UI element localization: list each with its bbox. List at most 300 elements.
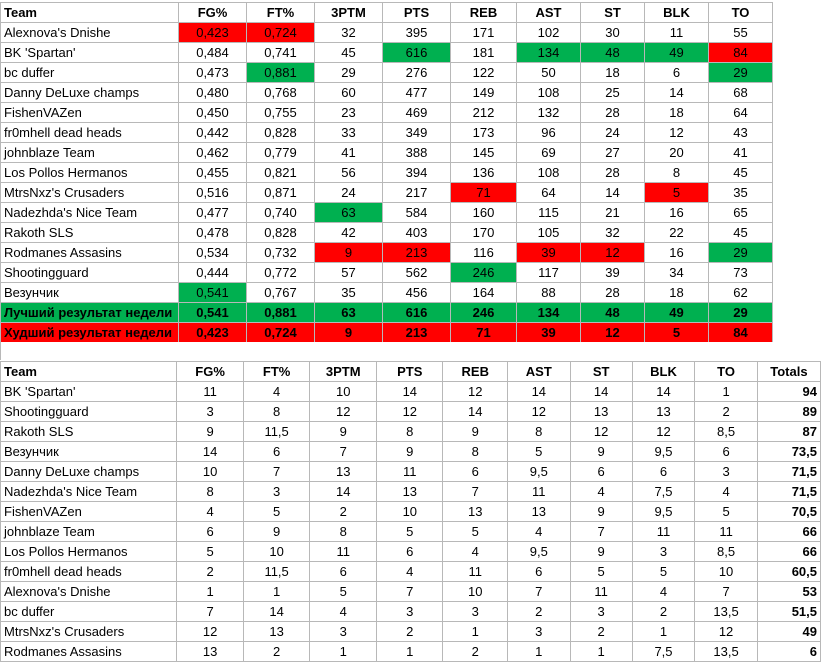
rank-cell[interactable]: 11: [695, 522, 758, 542]
stat-cell[interactable]: 6: [645, 63, 709, 83]
stat-cell[interactable]: 50: [517, 63, 581, 83]
team-name-cell[interactable]: FishenVAZen: [1, 103, 179, 123]
rank-cell[interactable]: 8: [443, 442, 508, 462]
totals-cell[interactable]: 6: [757, 642, 820, 662]
stat-cell[interactable]: 562: [383, 263, 451, 283]
rank-cell[interactable]: 5: [695, 502, 758, 522]
rank-cell[interactable]: 13: [570, 402, 632, 422]
stat-cell[interactable]: 0,442: [179, 123, 247, 143]
stat-cell[interactable]: 42: [315, 223, 383, 243]
rank-cell[interactable]: 3: [310, 622, 377, 642]
stat-cell[interactable]: 14: [581, 183, 645, 203]
column-header[interactable]: PTS: [377, 362, 443, 382]
stat-cell[interactable]: 171: [451, 23, 517, 43]
column-header[interactable]: BLK: [632, 362, 695, 382]
rank-cell[interactable]: 1: [243, 582, 309, 602]
rank-cell[interactable]: 2: [243, 642, 309, 662]
stat-cell[interactable]: 84: [709, 323, 773, 343]
rank-cell[interactable]: 2: [377, 622, 443, 642]
rank-cell[interactable]: 6: [443, 462, 508, 482]
stat-cell[interactable]: 41: [315, 143, 383, 163]
team-name-cell[interactable]: fr0mhell dead heads: [1, 562, 177, 582]
stat-cell[interactable]: 0,767: [247, 283, 315, 303]
stat-cell[interactable]: 39: [517, 243, 581, 263]
stat-cell[interactable]: 69: [517, 143, 581, 163]
stat-cell[interactable]: 0,478: [179, 223, 247, 243]
stat-cell[interactable]: 28: [581, 163, 645, 183]
rank-cell[interactable]: 9: [177, 422, 244, 442]
team-name-cell[interactable]: Danny DeLuxe champs: [1, 83, 179, 103]
stat-cell[interactable]: 84: [709, 43, 773, 63]
stat-cell[interactable]: 8: [645, 163, 709, 183]
rank-cell[interactable]: 3: [177, 402, 244, 422]
stat-cell[interactable]: 0,772: [247, 263, 315, 283]
rank-cell[interactable]: 8: [310, 522, 377, 542]
stat-cell[interactable]: 71: [451, 183, 517, 203]
stat-cell[interactable]: 477: [383, 83, 451, 103]
team-name-cell[interactable]: bc duffer: [1, 602, 177, 622]
stat-cell[interactable]: 41: [709, 143, 773, 163]
team-name-cell[interactable]: Rakoth SLS: [1, 223, 179, 243]
rank-cell[interactable]: 6: [310, 562, 377, 582]
stat-cell[interactable]: 45: [709, 163, 773, 183]
stat-cell[interactable]: 0,741: [247, 43, 315, 63]
rank-cell[interactable]: 9,5: [632, 502, 695, 522]
stat-cell[interactable]: 32: [581, 223, 645, 243]
rank-cell[interactable]: 14: [310, 482, 377, 502]
stat-cell[interactable]: 39: [581, 263, 645, 283]
stat-cell[interactable]: 173: [451, 123, 517, 143]
stat-cell[interactable]: 16: [645, 243, 709, 263]
rank-cell[interactable]: 9,5: [508, 462, 571, 482]
team-name-cell[interactable]: fr0mhell dead heads: [1, 123, 179, 143]
rank-cell[interactable]: 3: [508, 622, 571, 642]
stat-cell[interactable]: 0,732: [247, 243, 315, 263]
team-name-cell[interactable]: Shootingguard: [1, 263, 179, 283]
rank-cell[interactable]: 8: [243, 402, 309, 422]
rank-cell[interactable]: 4: [243, 382, 309, 402]
column-header[interactable]: TO: [695, 362, 758, 382]
team-name-cell[interactable]: Везунчик: [1, 283, 179, 303]
totals-cell[interactable]: 49: [757, 622, 820, 642]
team-name-cell[interactable]: BK 'Spartan': [1, 382, 177, 402]
stat-cell[interactable]: 0,768: [247, 83, 315, 103]
stat-cell[interactable]: 48: [581, 43, 645, 63]
team-name-cell[interactable]: johnblaze Team: [1, 143, 179, 163]
stat-cell[interactable]: 27: [581, 143, 645, 163]
team-name-cell[interactable]: Rodmanes Assasins: [1, 642, 177, 662]
stat-cell[interactable]: 12: [581, 243, 645, 263]
rank-cell[interactable]: 13: [443, 502, 508, 522]
stat-cell[interactable]: 62: [709, 283, 773, 303]
rank-cell[interactable]: 7: [508, 582, 571, 602]
stat-cell[interactable]: 0,755: [247, 103, 315, 123]
rank-cell[interactable]: 8: [177, 482, 244, 502]
column-header[interactable]: FT%: [247, 3, 315, 23]
rank-cell[interactable]: 3: [443, 602, 508, 622]
stat-cell[interactable]: 16: [645, 203, 709, 223]
stat-cell[interactable]: 0,740: [247, 203, 315, 223]
stat-cell[interactable]: 20: [645, 143, 709, 163]
stat-cell[interactable]: 24: [315, 183, 383, 203]
stat-cell[interactable]: 213: [383, 243, 451, 263]
stat-cell[interactable]: 9: [315, 323, 383, 343]
rank-cell[interactable]: 5: [632, 562, 695, 582]
rank-cell[interactable]: 7: [310, 442, 377, 462]
column-header[interactable]: AST: [517, 3, 581, 23]
stat-cell[interactable]: 134: [517, 43, 581, 63]
rank-cell[interactable]: 11: [177, 382, 244, 402]
rank-cell[interactable]: 8: [377, 422, 443, 442]
rank-cell[interactable]: 13: [632, 402, 695, 422]
stat-cell[interactable]: 65: [709, 203, 773, 223]
rank-cell[interactable]: 14: [508, 382, 571, 402]
totals-cell[interactable]: 87: [757, 422, 820, 442]
rank-cell[interactable]: 2: [310, 502, 377, 522]
stat-cell[interactable]: 60: [315, 83, 383, 103]
rank-cell[interactable]: 14: [570, 382, 632, 402]
column-header[interactable]: PTS: [383, 3, 451, 23]
team-name-cell[interactable]: johnblaze Team: [1, 522, 177, 542]
stat-cell[interactable]: 0,477: [179, 203, 247, 223]
stat-cell[interactable]: 88: [517, 283, 581, 303]
rank-cell[interactable]: 9: [377, 442, 443, 462]
stat-cell[interactable]: 246: [451, 303, 517, 323]
rank-cell[interactable]: 10: [310, 382, 377, 402]
team-name-cell[interactable]: Alexnova's Dnishe: [1, 23, 179, 43]
rank-cell[interactable]: 9: [243, 522, 309, 542]
stat-cell[interactable]: 14: [645, 83, 709, 103]
stat-cell[interactable]: 0,828: [247, 123, 315, 143]
team-name-cell[interactable]: Alexnova's Dnishe: [1, 582, 177, 602]
stat-cell[interactable]: 0,450: [179, 103, 247, 123]
rank-cell[interactable]: 12: [310, 402, 377, 422]
team-name-cell[interactable]: Nadezhda's Nice Team: [1, 203, 179, 223]
column-header[interactable]: Team: [1, 3, 179, 23]
team-name-cell[interactable]: Nadezhda's Nice Team: [1, 482, 177, 502]
rank-cell[interactable]: 11: [310, 542, 377, 562]
rank-cell[interactable]: 1: [695, 382, 758, 402]
stat-cell[interactable]: 394: [383, 163, 451, 183]
team-name-cell[interactable]: FishenVAZen: [1, 502, 177, 522]
totals-cell[interactable]: 71,5: [757, 482, 820, 502]
rank-cell[interactable]: 1: [632, 622, 695, 642]
stat-cell[interactable]: 18: [645, 283, 709, 303]
stat-cell[interactable]: 217: [383, 183, 451, 203]
column-header[interactable]: REB: [443, 362, 508, 382]
stat-cell[interactable]: 34: [645, 263, 709, 283]
column-header[interactable]: ST: [570, 362, 632, 382]
stat-cell[interactable]: 71: [451, 323, 517, 343]
rank-cell[interactable]: 1: [177, 582, 244, 602]
rank-cell[interactable]: 2: [508, 602, 571, 622]
rank-cell[interactable]: 12: [632, 422, 695, 442]
rank-cell[interactable]: 10: [443, 582, 508, 602]
stat-cell[interactable]: 0,541: [179, 283, 247, 303]
stat-cell[interactable]: 12: [645, 123, 709, 143]
stat-cell[interactable]: 0,541: [179, 303, 247, 323]
rank-cell[interactable]: 7: [695, 582, 758, 602]
team-name-cell[interactable]: BK 'Spartan': [1, 43, 179, 63]
stat-cell[interactable]: 134: [517, 303, 581, 323]
stat-cell[interactable]: 28: [581, 283, 645, 303]
column-header[interactable]: AST: [508, 362, 571, 382]
rank-cell[interactable]: 13: [243, 622, 309, 642]
team-name-cell[interactable]: bc duffer: [1, 63, 179, 83]
stat-cell[interactable]: 115: [517, 203, 581, 223]
stat-cell[interactable]: 0,516: [179, 183, 247, 203]
stat-cell[interactable]: 117: [517, 263, 581, 283]
stat-cell[interactable]: 64: [517, 183, 581, 203]
rank-cell[interactable]: 12: [377, 402, 443, 422]
stat-cell[interactable]: 469: [383, 103, 451, 123]
column-header[interactable]: FT%: [243, 362, 309, 382]
stat-cell[interactable]: 55: [709, 23, 773, 43]
stat-cell[interactable]: 39: [517, 323, 581, 343]
rank-cell[interactable]: 2: [632, 602, 695, 622]
rank-cell[interactable]: 5: [243, 502, 309, 522]
rank-cell[interactable]: 4: [443, 542, 508, 562]
stat-cell[interactable]: 170: [451, 223, 517, 243]
rank-cell[interactable]: 2: [695, 402, 758, 422]
stat-cell[interactable]: 43: [709, 123, 773, 143]
rank-cell[interactable]: 12: [695, 622, 758, 642]
stat-cell[interactable]: 181: [451, 43, 517, 63]
stat-cell[interactable]: 24: [581, 123, 645, 143]
rank-cell[interactable]: 5: [177, 542, 244, 562]
rank-cell[interactable]: 8: [508, 422, 571, 442]
stat-cell[interactable]: 35: [709, 183, 773, 203]
stat-cell[interactable]: 33: [315, 123, 383, 143]
team-name-cell[interactable]: MtrsNxz's Crusaders: [1, 622, 177, 642]
stat-cell[interactable]: 45: [315, 43, 383, 63]
rank-cell[interactable]: 4: [377, 562, 443, 582]
rank-cell[interactable]: 5: [443, 522, 508, 542]
rank-cell[interactable]: 14: [243, 602, 309, 622]
rank-cell[interactable]: 6: [377, 542, 443, 562]
stat-cell[interactable]: 0,881: [247, 303, 315, 323]
stat-cell[interactable]: 132: [517, 103, 581, 123]
rank-cell[interactable]: 3: [632, 542, 695, 562]
stat-cell[interactable]: 116: [451, 243, 517, 263]
rank-cell[interactable]: 7: [177, 602, 244, 622]
stat-cell[interactable]: 35: [315, 283, 383, 303]
stat-cell[interactable]: 0,779: [247, 143, 315, 163]
rank-cell[interactable]: 8,5: [695, 422, 758, 442]
stat-cell[interactable]: 30: [581, 23, 645, 43]
rank-cell[interactable]: 6: [632, 462, 695, 482]
rank-cell[interactable]: 14: [632, 382, 695, 402]
stat-cell[interactable]: 63: [315, 303, 383, 323]
column-header[interactable]: FG%: [177, 362, 244, 382]
stat-cell[interactable]: 5: [645, 183, 709, 203]
rank-cell[interactable]: 7: [243, 462, 309, 482]
rank-cell[interactable]: 7,5: [632, 642, 695, 662]
stat-cell[interactable]: 160: [451, 203, 517, 223]
rank-cell[interactable]: 9: [570, 442, 632, 462]
stat-cell[interactable]: 29: [315, 63, 383, 83]
rank-cell[interactable]: 7: [570, 522, 632, 542]
stat-cell[interactable]: 63: [315, 203, 383, 223]
rank-cell[interactable]: 12: [570, 422, 632, 442]
stat-cell[interactable]: 29: [709, 243, 773, 263]
rank-cell[interactable]: 2: [570, 622, 632, 642]
stat-cell[interactable]: 5: [645, 323, 709, 343]
rank-cell[interactable]: 6: [508, 562, 571, 582]
team-name-cell[interactable]: Los Pollos Hermanos: [1, 163, 179, 183]
rank-cell[interactable]: 4: [632, 582, 695, 602]
rank-cell[interactable]: 9: [570, 502, 632, 522]
rank-cell[interactable]: 10: [695, 562, 758, 582]
rank-cell[interactable]: 12: [177, 622, 244, 642]
stat-cell[interactable]: 0,462: [179, 143, 247, 163]
stat-cell[interactable]: 0,724: [247, 323, 315, 343]
stat-cell[interactable]: 22: [645, 223, 709, 243]
stat-cell[interactable]: 49: [645, 303, 709, 323]
rank-cell[interactable]: 3: [695, 462, 758, 482]
stat-cell[interactable]: 28: [581, 103, 645, 123]
column-header[interactable]: 3PTM: [315, 3, 383, 23]
rank-cell[interactable]: 7: [443, 482, 508, 502]
stat-cell[interactable]: 584: [383, 203, 451, 223]
stat-cell[interactable]: 49: [645, 43, 709, 63]
stat-cell[interactable]: 21: [581, 203, 645, 223]
totals-cell[interactable]: 51,5: [757, 602, 820, 622]
rank-cell[interactable]: 4: [508, 522, 571, 542]
stat-cell[interactable]: 11: [645, 23, 709, 43]
rank-cell[interactable]: 13,5: [695, 602, 758, 622]
rank-cell[interactable]: 11: [377, 462, 443, 482]
stat-cell[interactable]: 0,423: [179, 323, 247, 343]
rank-cell[interactable]: 11,5: [243, 562, 309, 582]
stat-cell[interactable]: 0,444: [179, 263, 247, 283]
rank-cell[interactable]: 6: [177, 522, 244, 542]
totals-cell[interactable]: 94: [757, 382, 820, 402]
rank-cell[interactable]: 11: [632, 522, 695, 542]
stat-cell[interactable]: 108: [517, 83, 581, 103]
stat-cell[interactable]: 145: [451, 143, 517, 163]
totals-cell[interactable]: 73,5: [757, 442, 820, 462]
stat-cell[interactable]: 105: [517, 223, 581, 243]
stat-cell[interactable]: 0,724: [247, 23, 315, 43]
stat-cell[interactable]: 102: [517, 23, 581, 43]
rank-cell[interactable]: 1: [310, 642, 377, 662]
rank-cell[interactable]: 12: [508, 402, 571, 422]
stat-cell[interactable]: 96: [517, 123, 581, 143]
stat-cell[interactable]: 136: [451, 163, 517, 183]
stat-cell[interactable]: 18: [581, 63, 645, 83]
rank-cell[interactable]: 5: [570, 562, 632, 582]
rank-cell[interactable]: 14: [377, 382, 443, 402]
stat-cell[interactable]: 48: [581, 303, 645, 323]
rank-cell[interactable]: 1: [508, 642, 571, 662]
stat-cell[interactable]: 616: [383, 43, 451, 63]
stat-cell[interactable]: 0,423: [179, 23, 247, 43]
rank-cell[interactable]: 3: [243, 482, 309, 502]
rank-cell[interactable]: 7,5: [632, 482, 695, 502]
stat-cell[interactable]: 349: [383, 123, 451, 143]
stat-cell[interactable]: 0,881: [247, 63, 315, 83]
team-name-cell[interactable]: Везунчик: [1, 442, 177, 462]
stat-cell[interactable]: 616: [383, 303, 451, 323]
stat-cell[interactable]: 149: [451, 83, 517, 103]
rank-cell[interactable]: 3: [377, 602, 443, 622]
rank-cell[interactable]: 4: [177, 502, 244, 522]
totals-cell[interactable]: 71,5: [757, 462, 820, 482]
team-name-cell[interactable]: Shootingguard: [1, 402, 177, 422]
rank-cell[interactable]: 1: [443, 622, 508, 642]
rank-cell[interactable]: 3: [570, 602, 632, 622]
column-header[interactable]: REB: [451, 3, 517, 23]
rank-cell[interactable]: 6: [243, 442, 309, 462]
stat-cell[interactable]: 18: [645, 103, 709, 123]
stat-cell[interactable]: 108: [517, 163, 581, 183]
stat-cell[interactable]: 164: [451, 283, 517, 303]
rank-cell[interactable]: 11: [508, 482, 571, 502]
stat-cell[interactable]: 0,473: [179, 63, 247, 83]
rank-cell[interactable]: 6: [570, 462, 632, 482]
stat-cell[interactable]: 0,871: [247, 183, 315, 203]
stat-cell[interactable]: 276: [383, 63, 451, 83]
rank-cell[interactable]: 4: [695, 482, 758, 502]
stat-cell[interactable]: 29: [709, 303, 773, 323]
rank-cell[interactable]: 12: [443, 382, 508, 402]
stat-cell[interactable]: 0,480: [179, 83, 247, 103]
stat-cell[interactable]: 0,821: [247, 163, 315, 183]
column-header[interactable]: Totals: [757, 362, 820, 382]
rank-cell[interactable]: 9,5: [508, 542, 571, 562]
team-name-cell[interactable]: Danny DeLuxe champs: [1, 462, 177, 482]
stat-cell[interactable]: 73: [709, 263, 773, 283]
rank-cell[interactable]: 13,5: [695, 642, 758, 662]
rank-cell[interactable]: 13: [377, 482, 443, 502]
stat-cell[interactable]: 246: [451, 263, 517, 283]
rank-cell[interactable]: 9: [443, 422, 508, 442]
rank-cell[interactable]: 4: [310, 602, 377, 622]
rank-cell[interactable]: 9: [310, 422, 377, 442]
rank-cell[interactable]: 11: [570, 582, 632, 602]
column-header[interactable]: Team: [1, 362, 177, 382]
stat-cell[interactable]: 0,484: [179, 43, 247, 63]
team-name-cell[interactable]: Los Pollos Hermanos: [1, 542, 177, 562]
stat-cell[interactable]: 56: [315, 163, 383, 183]
stat-cell[interactable]: 212: [451, 103, 517, 123]
stat-cell[interactable]: 32: [315, 23, 383, 43]
rank-cell[interactable]: 13: [177, 642, 244, 662]
totals-cell[interactable]: 66: [757, 542, 820, 562]
rank-cell[interactable]: 9: [570, 542, 632, 562]
rank-cell[interactable]: 11,5: [243, 422, 309, 442]
stat-cell[interactable]: 45: [709, 223, 773, 243]
totals-cell[interactable]: 89: [757, 402, 820, 422]
stat-cell[interactable]: 456: [383, 283, 451, 303]
column-header[interactable]: 3PTM: [310, 362, 377, 382]
stat-cell[interactable]: 29: [709, 63, 773, 83]
rank-cell[interactable]: 5: [377, 522, 443, 542]
rank-cell[interactable]: 7: [377, 582, 443, 602]
column-header[interactable]: ST: [581, 3, 645, 23]
rank-cell[interactable]: 10: [177, 462, 244, 482]
stat-cell[interactable]: 23: [315, 103, 383, 123]
rank-cell[interactable]: 5: [310, 582, 377, 602]
totals-cell[interactable]: 70,5: [757, 502, 820, 522]
row-label-cell[interactable]: Худший результат недели: [1, 323, 179, 343]
stat-cell[interactable]: 122: [451, 63, 517, 83]
team-name-cell[interactable]: Rodmanes Assasins: [1, 243, 179, 263]
rank-cell[interactable]: 10: [377, 502, 443, 522]
rank-cell[interactable]: 14: [177, 442, 244, 462]
column-header[interactable]: FG%: [179, 3, 247, 23]
